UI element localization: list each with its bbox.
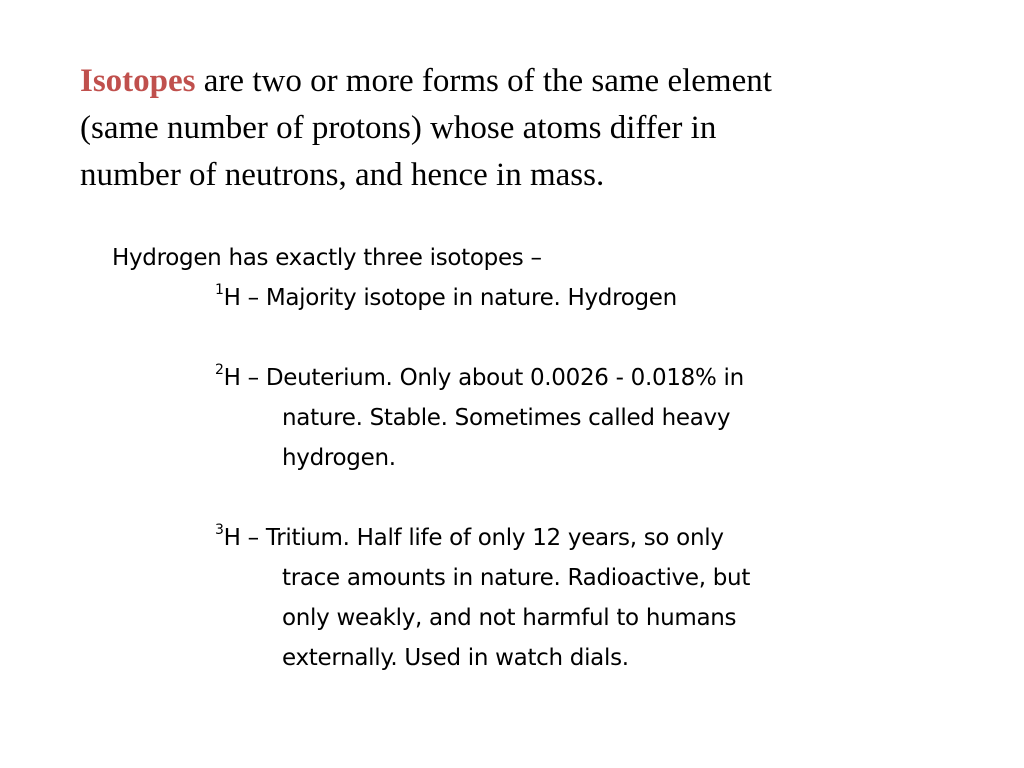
isotope-item-deuterium (215, 358, 972, 478)
isotope-line: hydrogen. (282, 445, 396, 471)
isotope-definition (80, 58, 960, 199)
isotope-line (215, 278, 972, 318)
definition-line-1-text: are two or more forms of the same element (195, 63, 772, 99)
isotope-line: nature. Stable. Sometimes called heavy (282, 405, 731, 431)
hydrogen-isotopes-section (112, 238, 972, 678)
isotope-text: H – Deuterium. Only about 0.0026 - 0.018% in (223, 365, 744, 391)
isotope-text: H – Majority isotope in nature. Hydrogen (223, 285, 677, 311)
definition-line-1 (80, 58, 960, 105)
definition-line-2: (same number of protons) whose atoms differ in (80, 110, 717, 146)
isotope-line: externally. Used in watch dials. (282, 645, 629, 671)
mass-number: 3 (215, 522, 224, 538)
mass-number: 1 (215, 282, 224, 298)
isotope-text: H – Tritium. Half life of only 12 years, so only (223, 525, 724, 551)
isotope-item-protium (215, 278, 972, 318)
isotope-line: only weakly, and not harmful to humans (282, 605, 737, 631)
definition-term: Isotopes (80, 63, 196, 99)
isotope-item-tritium (215, 518, 972, 678)
mass-number: 2 (215, 362, 224, 378)
isotope-line (215, 358, 972, 398)
hydrogen-intro: Hydrogen has exactly three isotopes – (112, 245, 542, 271)
definition-line-3: number of neutrons, and hence in mass. (80, 157, 605, 193)
isotope-line (215, 518, 972, 558)
isotope-line: trace amounts in nature. Radioactive, but (282, 565, 751, 591)
